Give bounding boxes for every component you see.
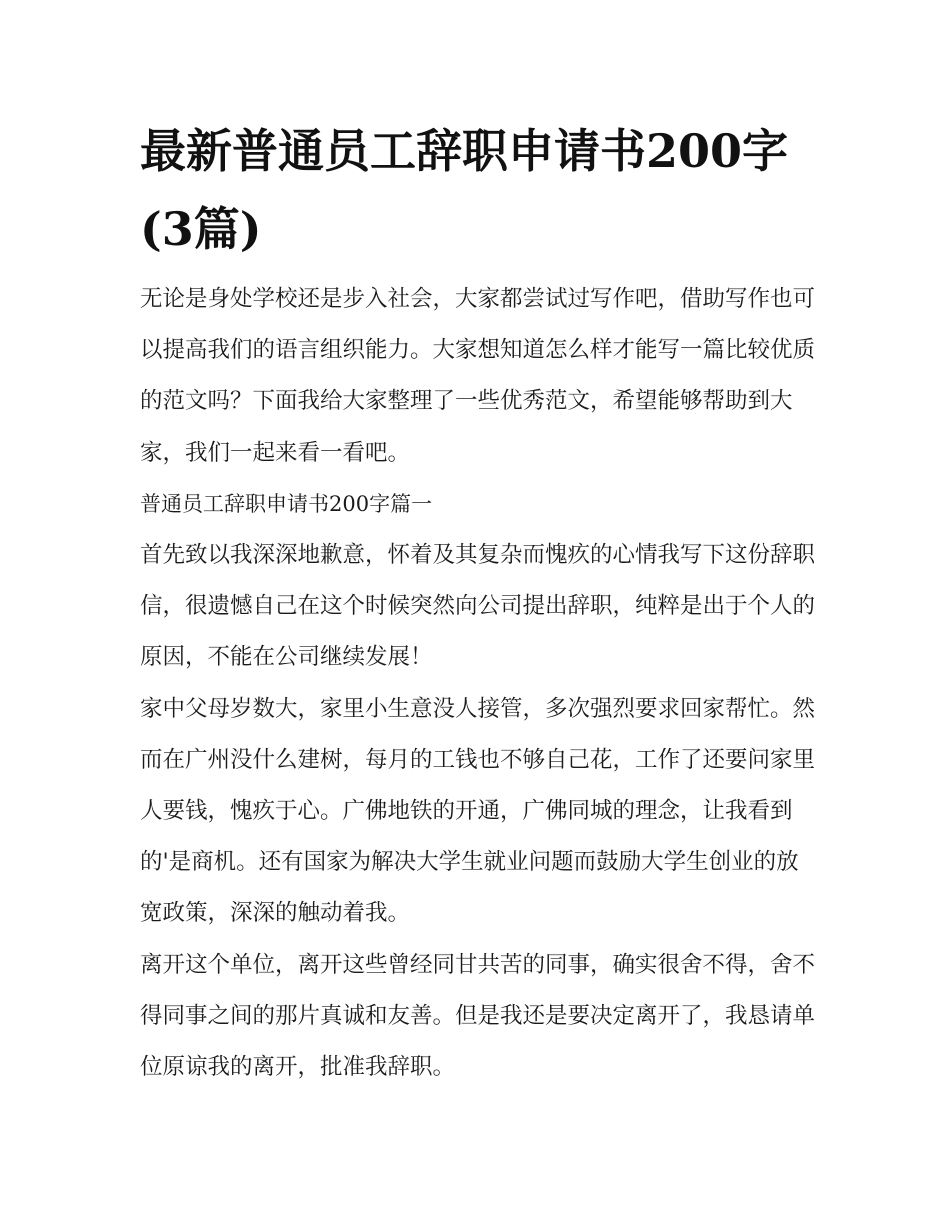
document-body: [140, 274, 820, 1093]
body-paragraph-3: 离开这个单位，离开这些曾经同甘共苦的同事，确实很舍不得，舍不得同事之间的那片真诚和友善。但是我还是要决定离开了，我恳请单位原谅我的离开，批准我辞职。: [140, 951, 816, 1081]
body-paragraph-2: 家中父母岁数大，家里小生意没人接管，多次强烈要求回家帮忙。然而在广州没什么建树，每月的工钱也不够自己花，工作了还要问家里人要钱，愧疚于心。广佛地铁的开通，广佛同城的理念，让我看到的'是商机。还有国家为解决大学生就业问题而鼓励大学生创业的放宽政策，深深的触动着我。: [140, 695, 816, 927]
body-paragraph-1: 首先致以我深深地歉意，怀着及其复杂而愧疚的心情我写下这份辞职信，很遗憾自己在这个时候突然向公司提出辞职，纯粹是出于个人的原因，不能在公司继续发展！: [140, 542, 816, 671]
section-heading: 普通员工辞职申请书200字篇一: [140, 491, 433, 516]
document-title: 最新普通员工辞职申请书200字(3篇): [140, 124, 789, 256]
intro-paragraph: 无论是身处学校还是步入社会，大家都尝试过写作吧，借助写作也可以提高我们的语言组织能力。大家想知道怎么样才能写一篇比较优质的范文吗？下面我给大家整理了一些优秀范文，希望能够帮助到大家，我们一起来看一看吧。: [140, 286, 816, 466]
